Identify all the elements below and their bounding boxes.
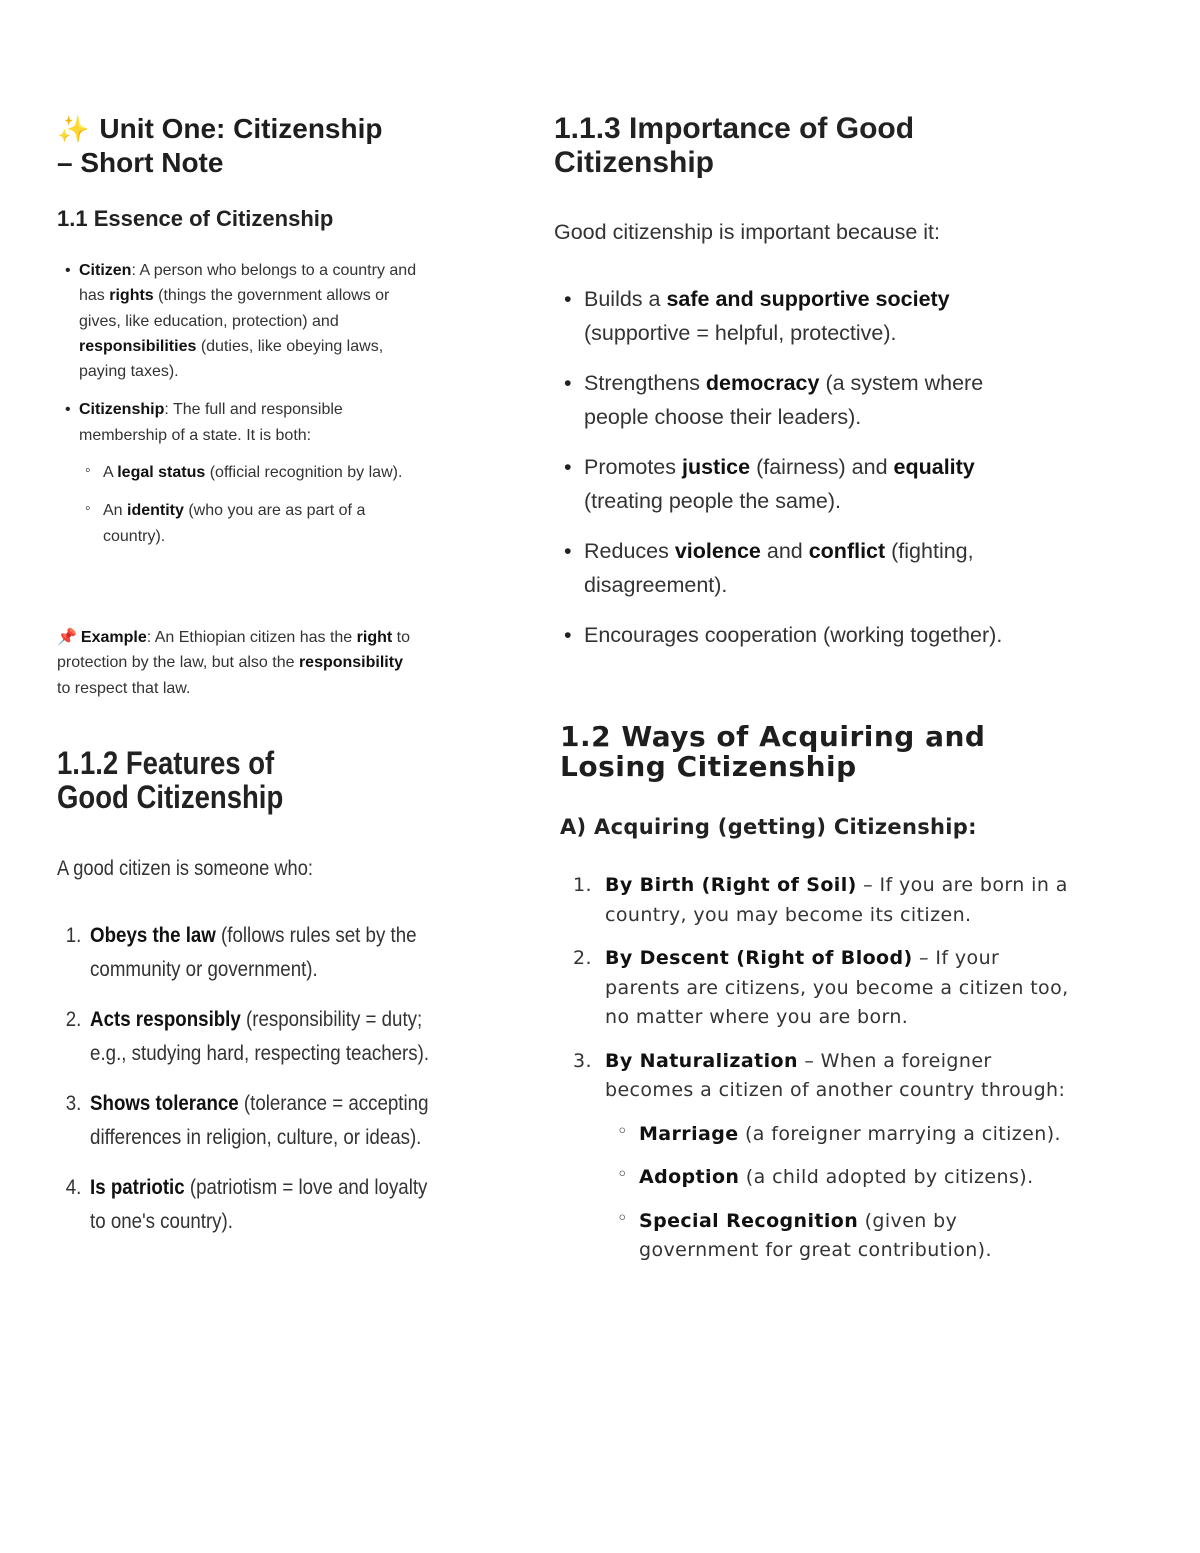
list-item-citizenship: • Citizenship: The full and responsible membership of a state. It is both: ◦ A legal status (official recognition by law). ◦ An identity (who you are as part of a country). <box>57 397 427 548</box>
ways-heading: 1.2 Ways of Acquiring and Losing Citizenship <box>560 720 986 783</box>
importance-intro: Good citizenship is important because it: <box>554 220 941 244</box>
list-item: 3. Shows tolerance (tolerance = accepting differences in religion, culture, or ideas). <box>65 1091 429 1149</box>
essence-section <box>57 258 427 549</box>
list-item: 4. Is patriotic (patriotism = love and loyalty to one's country). <box>65 1175 428 1233</box>
list-item: 3. By Naturalization – When a foreigner becomes a citizen of another country through: ◦ Marriage (a foreigner marrying a citizen). ◦ Adoption (a child adopted by citizens). ◦ Special Recognition (given by government for great contribution). <box>560 1047 1080 1266</box>
list-item: 2. By Descent (Right of Blood) – If your parents are citizens, you become a citizen too, no matter where you are born. <box>573 947 1069 1028</box>
sparkles-icon: ✨ <box>57 114 90 144</box>
list-item: • Builds a safe and supportive society (supportive = helpful, protective). <box>554 283 1024 350</box>
sub-item: ◦ Special Recognition (given by government for great contribution). <box>605 1207 1080 1266</box>
sub-item: ◦ Adoption (a child adopted by citizens). <box>605 1163 1080 1193</box>
page-title: ✨ Unit One: Citizenship – Short Note <box>57 113 383 178</box>
sub-item: ◦ Marriage (a foreigner marrying a citizen). <box>605 1120 1080 1150</box>
list-item: • Promotes justice (fairness) and equality (treating people the same). <box>554 451 1024 518</box>
essence-heading: 1.1 Essence of Citizenship <box>57 206 334 231</box>
acquiring-heading: A) Acquiring (getting) Citizenship: <box>560 815 977 839</box>
features-intro: A good citizen is someone who: <box>57 857 313 880</box>
citizenship-sublist <box>79 460 427 549</box>
list-item: 2. Acts responsibly (responsibility = duty; e.g., studying hard, respecting teachers). <box>65 1007 430 1065</box>
importance-list <box>554 283 1024 670</box>
list-item: • Reduces violence and conflict (fighting, disagreement). <box>554 535 1024 602</box>
list-item: 1. By Birth (Right of Soil) – If you are born in a country, you may become its citizen. <box>573 874 1068 926</box>
example-note: 📌 Example: An Ethiopian citizen has the right to protection by the law, but also the responsibility to respect that law. <box>57 629 410 697</box>
list-item: • Encourages cooperation (working together). <box>554 619 1024 653</box>
importance-heading: 1.1.3 Importance of Good Citizenship <box>554 112 915 179</box>
list-item-citizen: • Citizen: A person who belongs to a country and has rights (things the government allows or gives, like education, protection) and responsibilities (duties, like obeying laws, paying taxes). <box>57 258 427 384</box>
pushpin-icon: 📌 <box>57 629 77 646</box>
features-list <box>57 918 440 1254</box>
essence-list <box>57 258 427 549</box>
sub-item-legal-status: ◦ A legal status (official recognition by law). <box>79 460 427 485</box>
sub-item-identity: ◦ An identity (who you are as part of a country). <box>79 498 427 549</box>
features-heading: 1.1.2 Features of Good Citizenship <box>57 745 284 815</box>
list-item: 1. Obeys the law (follows rules set by the community or government). <box>65 923 417 981</box>
list-item: • Strengthens democracy (a system where people choose their leaders). <box>554 367 1024 434</box>
naturalization-sublist <box>605 1120 1080 1266</box>
acquiring-list <box>560 871 1080 1280</box>
